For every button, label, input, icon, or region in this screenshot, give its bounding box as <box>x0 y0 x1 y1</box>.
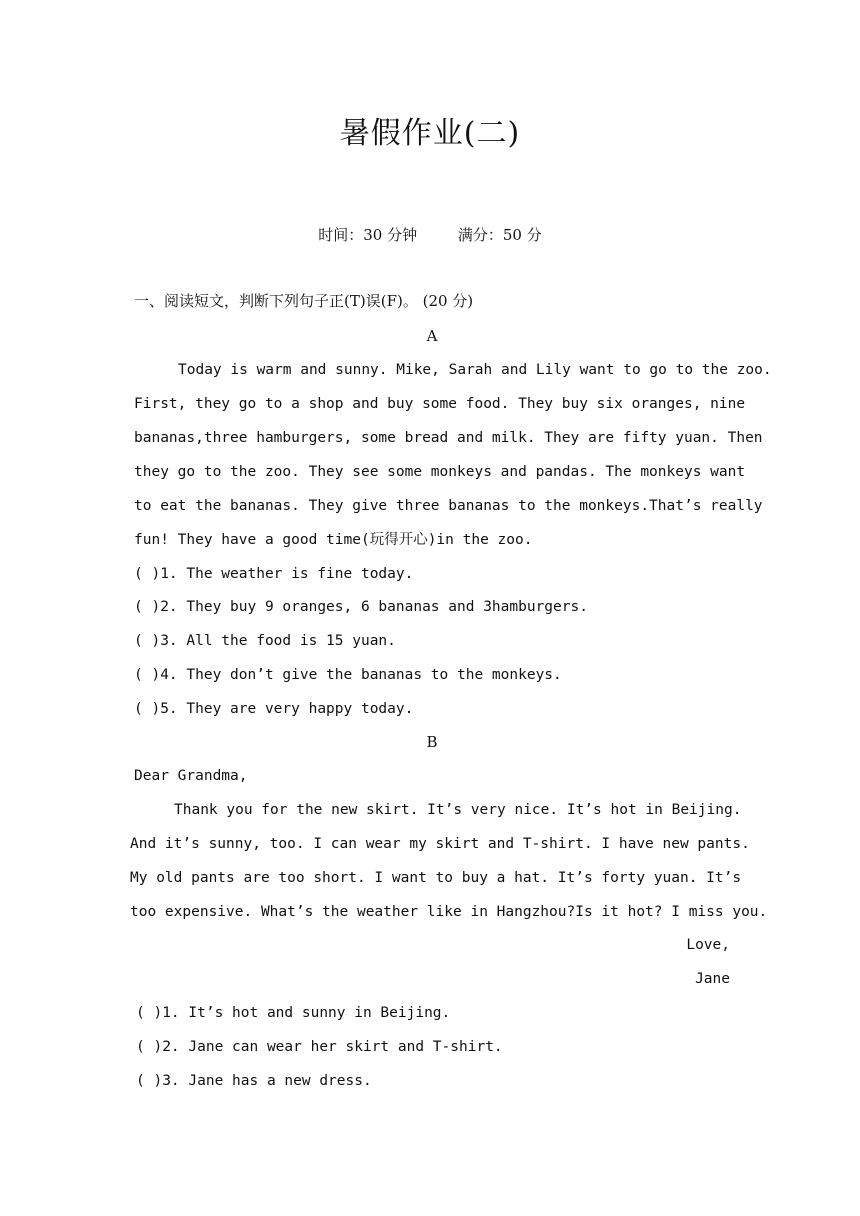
passage-a-line: First, they go to a shop and buy some food. They buy six oranges, nine <box>134 396 746 412</box>
question-item: ( )2. Jane can wear her skirt and T-shirt. <box>136 1039 503 1055</box>
passage-b-label: B <box>426 733 438 751</box>
question-item: ( )5. They are very happy today. <box>134 701 414 717</box>
passage-b-line: And it’s sunny, too. I can wear my skirt and T-shirt. I have new pants. <box>130 836 750 852</box>
page-title: 暑假作业(二) <box>339 116 521 151</box>
passage-a-line: bananas,three hamburgers, some bread and milk. They are fifty yuan. Then <box>134 430 763 446</box>
letter-signature: Jane <box>695 971 730 987</box>
time-limit: 时间：30 分钟 <box>318 226 418 244</box>
passage-b-line: too expensive. What’s the weather like in Hangzhou?Is it hot? I miss you. <box>130 904 768 920</box>
passage-a-line: to eat the bananas. They give three bananas to the monkeys.That’s really <box>134 498 763 514</box>
passage-a-line: fun! They have a good time(玩得开心)in the zoo. <box>134 532 533 548</box>
question-item: ( )3. All the food is 15 yuan. <box>134 633 396 649</box>
question-item: ( )1. The weather is fine today. <box>134 566 414 582</box>
passage-b-line: My old pants are too short. I want to buy a hat. It’s forty yuan. It’s <box>130 870 742 886</box>
question-item: ( )2. They buy 9 oranges, 6 bananas and 3hamburgers. <box>134 599 588 615</box>
question-item: ( )4. They don’t give the bananas to the monkeys. <box>134 667 562 683</box>
section-heading: 一、阅读短文，判断下列句子正(T)误(F)。 (20 分) <box>134 292 474 310</box>
question-item: ( )3. Jane has a new dress. <box>136 1073 372 1089</box>
letter-salutation: Dear Grandma, <box>134 768 248 784</box>
exam-meta <box>0 224 860 245</box>
passage-a-line: they go to the zoo. They see some monkeys and pandas. The monkeys want <box>134 464 746 480</box>
letter-closing: Love, <box>686 937 730 953</box>
passage-a-label: A <box>426 327 438 345</box>
question-item: ( )1. It’s hot and sunny in Beijing. <box>136 1005 451 1021</box>
passage-b-line: Thank you for the new skirt. It’s very nice. It’s hot in Beijing. <box>174 802 742 818</box>
passage-a-line: Today is warm and sunny. Mike, Sarah and Lily want to go to the zoo. <box>178 362 772 378</box>
full-score: 满分：50 分 <box>457 226 542 244</box>
